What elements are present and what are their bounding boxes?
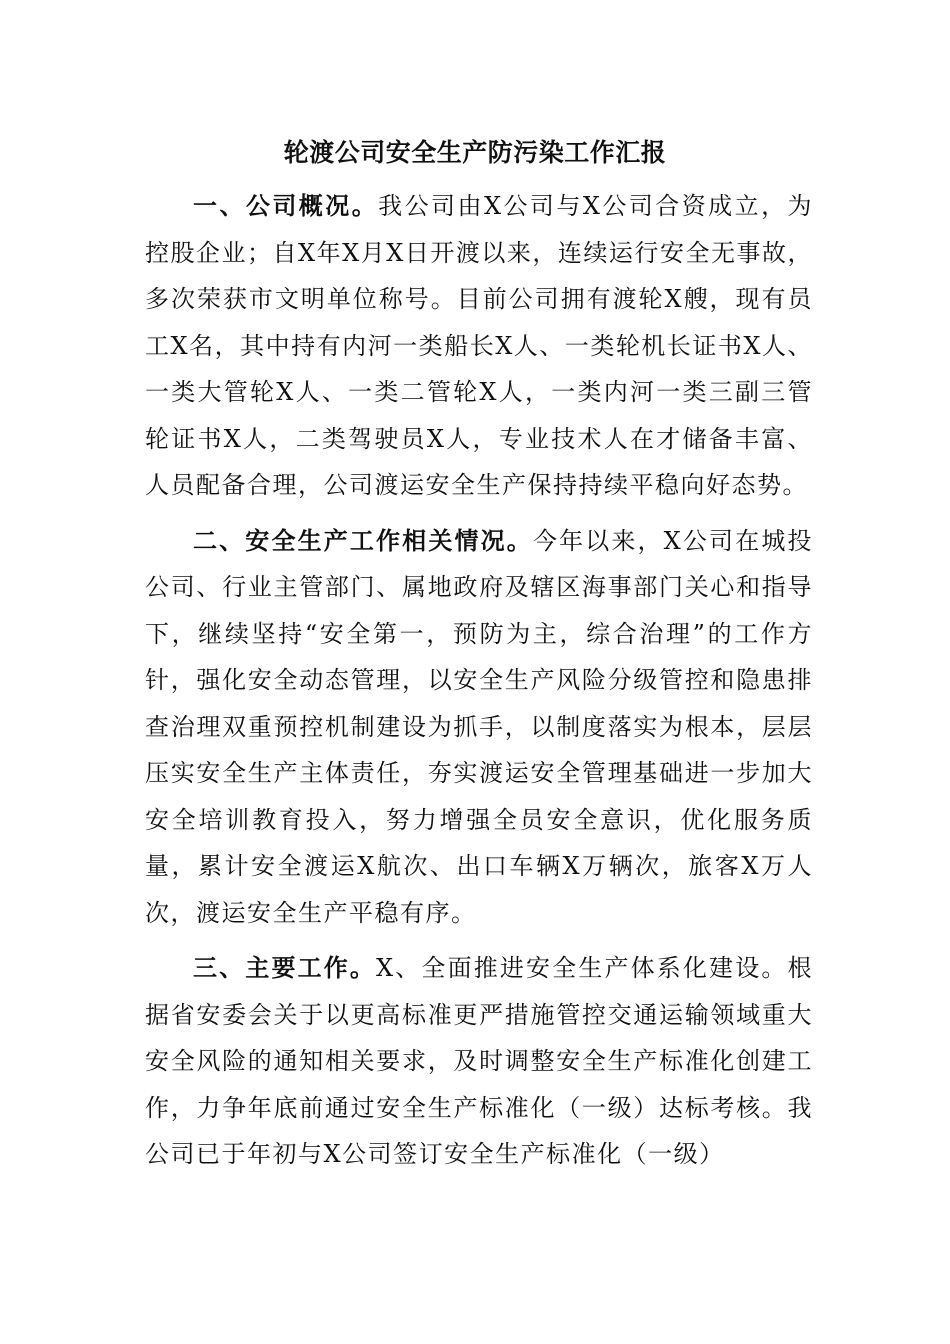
section-heading: 二、安全生产工作相关情况。 [193,526,533,555]
section-safety-status [145,518,813,937]
document-title: 轮渡公司安全生产防污染工作汇报 [283,138,667,167]
section-main-work [145,945,813,1178]
document-body [145,183,813,1178]
section-heading: 三、主要工作。 [193,954,377,982]
section-heading: 一、公司概况。 [193,192,379,220]
section-text: 我公司由X公司与X公司合资成立，为控股企业；自X年X月X日开渡以来，连续运行安全无事故，多次荣获市文明单位称号。目前公司拥有渡轮X艘，现有员工X名，其中持有内河一类船长X人、一类轮机长证书X人、一类大管轮X人、一类二管轮X人，一类内河一类三副三管轮证书X人，二类驾驶员X人，专业技术人在才储备丰富、人员配备合理，公司渡运安全生产保持持续平稳向好态势。 [145,192,814,499]
section-overview [145,183,813,509]
section-text: 今年以来，X公司在城投公司、行业主管部门、属地政府及辖区海事部门关心和指导下，继续坚持“安全第一，预防为主，综合治理”的工作方针，强化安全动态管理，以安全生产风险分级管控和隐患排查治理双重预控机制建设为抓手，以制度落实为根本，层层压实安全生产主体责任，夯实渡运安全管理基础进一步加大安全培训教育投入，努力增强全员安全意识，优化服务质量，累计安全渡运X航次、出口车辆X万辆次，旅客X万人次，渡运安全生产平稳有序。 [145,526,814,927]
section-text: X、全面推进安全生产体系化建设。根据省安委会关于以更高标准更严措施管控交通运输领域重大安全风险的通知相关要求，及时调整安全生产标准化创建工作，力争年底前通过安全生产标准化（一级）达标考核。我公司已于年初与X公司签订安全生产标准化（一级） [145,954,814,1168]
